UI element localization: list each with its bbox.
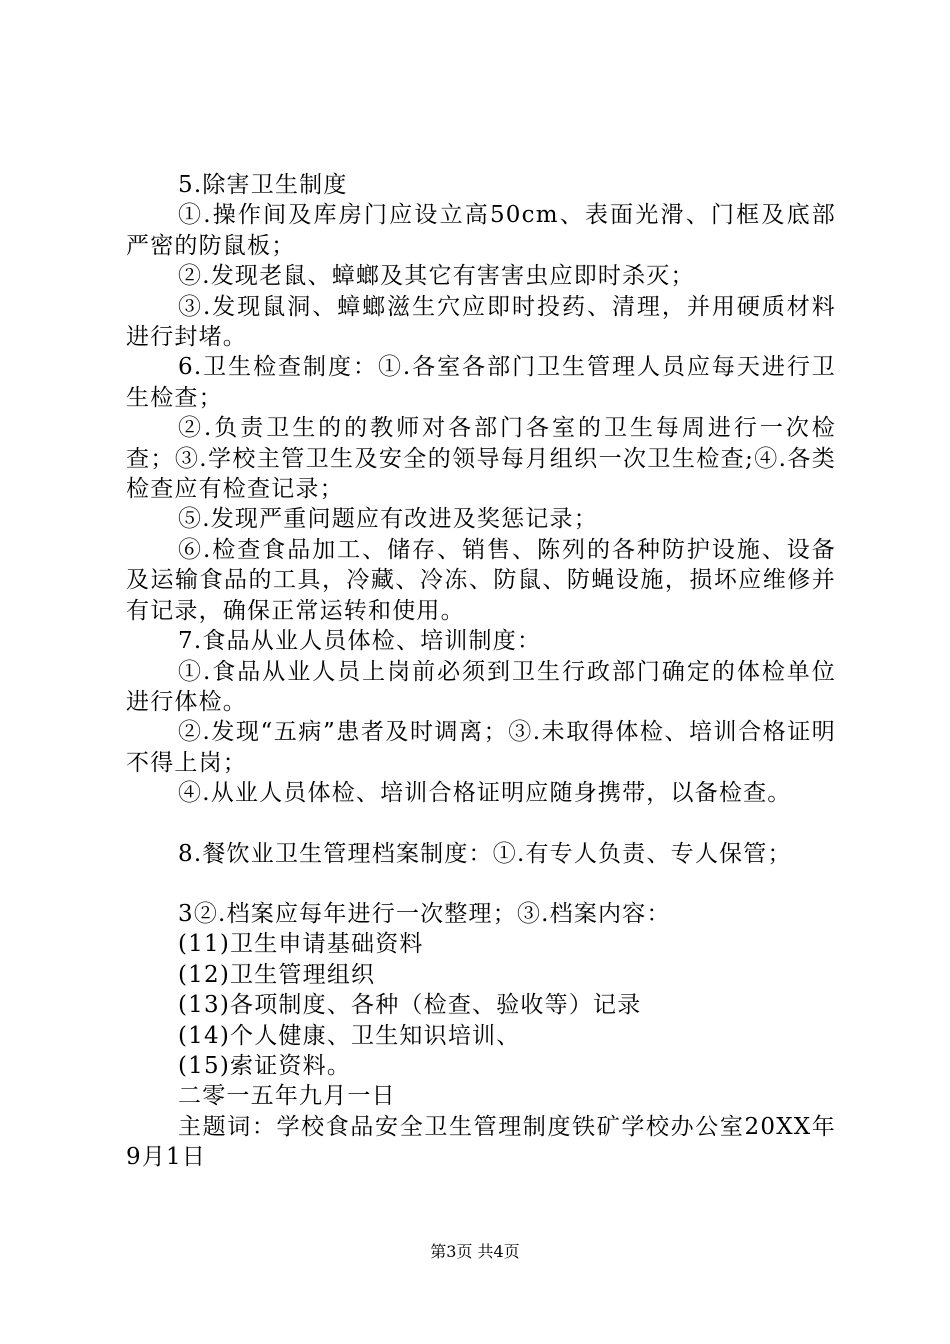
document-date: 二零一五年九月一日 (178, 1083, 396, 1110)
paragraph: ②.负责卫生的的教师对各部门各室的卫生每周进行一次检查；③.学校主管卫生及安全的领导每月组织一次卫生检查;④.各类检查应有检查记录； (126, 415, 836, 503)
paragraph: ①.操作间及库房门应设立高50cm、表面光滑、门框及底部严密的防鼠板； (126, 202, 836, 259)
document-body (126, 170, 836, 1173)
section-heading-staff-health: 7.食品从业人员体检、培训制度： (178, 628, 542, 655)
page-number: 第3页 共4页 (430, 1242, 520, 1261)
paragraph: ①.食品从业人员上岗前必须到卫生行政部门确定的体检单位进行体检。 (126, 658, 836, 715)
paragraph: ⑥.检查食品加工、储存、销售、陈列的各种防护设施、设备及运输食品的工具，冷藏、冷冻、防鼠、防蝇设施，损坏应维修并有记录，确保正常运转和使用。 (126, 536, 836, 624)
list-item: (13)各项制度、各种（检查、验收等）记录 (178, 992, 642, 1019)
list-item: (14)个人健康、卫生知识培训、 (178, 1022, 521, 1049)
list-item: (12)卫生管理组织 (178, 961, 376, 988)
subject-keywords: 主题词：学校食品安全卫生管理制度铁矿学校办公室20XX年9月1日 (126, 1113, 836, 1171)
section-heading-archives: 8.餐饮业卫生管理档案制度：①.有专人负责、专人保管； (178, 840, 792, 867)
paragraph: ②.发现老鼠、蟑螂及其它有害害虫应即时杀灭； (178, 263, 695, 290)
section-heading-pest-control: 5.除害卫生制度 (178, 172, 348, 198)
paragraph: ⑤.发现严重问题应有改进及奖惩记录； (178, 506, 598, 533)
list-item: (11)卫生申请基础资料 (178, 931, 424, 958)
list-item: (15)索证资料。 (178, 1052, 352, 1079)
paragraph: ③.发现鼠洞、蟑螂滋生穴应即时投药、清理，并用硬质材料进行封堵。 (126, 293, 836, 351)
paragraph: ②.发现“五病”患者及时调离；③.未取得体检、培训合格证明不得上岗； (126, 719, 836, 776)
section-heading-inspection: 6.卫生检查制度：①.各室各部门卫生管理人员应每天进行卫生检查； (126, 354, 836, 411)
paragraph: ④.从业人员体检、培训合格证明应随身携带，以备检查。 (178, 780, 792, 807)
page-footer (0, 1241, 950, 1263)
paragraph: 3②.档案应每年进行一次整理；③.档案内容： (178, 900, 671, 927)
